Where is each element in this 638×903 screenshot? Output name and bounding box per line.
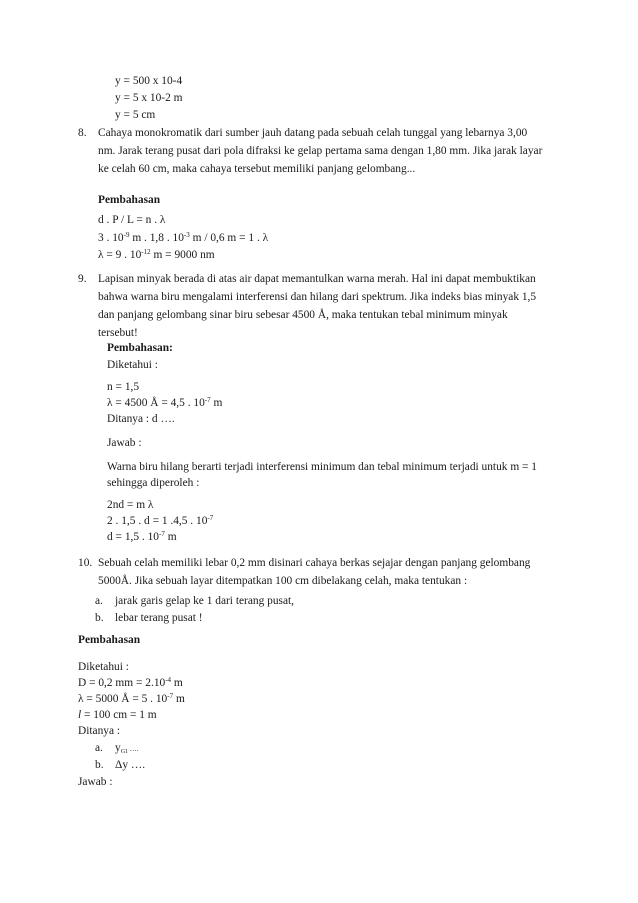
q10-solution-title: Pembahasan — [78, 634, 141, 646]
q10-l-value — [78, 708, 157, 723]
q10-line-2: 5000Å. Jika sebuah layar ditempatkan 100 cm dibelakang celah, maka tentukan : — [98, 575, 468, 587]
top-line-3: y = 5 cm — [115, 109, 156, 121]
q10-number: 10. — [78, 557, 93, 569]
q8-line-1: Cahaya monokromatik dari sumber jauh datang pada sebuah celah tunggal yang lebarnya 3,00 — [98, 127, 528, 139]
q10-l-symbol: l — [78, 709, 82, 721]
q9-eq3-exp: -7 — [159, 530, 165, 538]
q9-equation-2 — [107, 514, 213, 529]
q10-l-rest: = 100 cm = 1 m — [81, 709, 157, 721]
q8-solution-line-1: d . P / L = n . λ — [98, 214, 166, 226]
q8-sol3-part-a: λ = 9 . 10 — [98, 249, 142, 261]
q9-line-3: dan panjang gelombang sinar biru sebesar 4500 Å, maka tentukan tebal minimum minyak — [98, 309, 508, 321]
q9-solution-title: Pembahasan: — [107, 342, 173, 354]
q10-answer-label: Jawab : — [78, 776, 113, 788]
q9-answer-line-2: sehingga diperoleh : — [107, 477, 200, 489]
q9-answer-label: Jawab : — [107, 437, 142, 449]
q10-lambda-value — [78, 692, 185, 707]
q10-D-part-c: m — [171, 677, 183, 689]
q10-item-a-text: jarak garis gelap ke 1 dari terang pusat, — [115, 595, 295, 607]
q9-line-1: Lapisan minyak berada di atas air dapat memantulkan warna merah. Hal ini dapat membuktikan — [98, 273, 536, 285]
q9-equation-3 — [107, 530, 177, 545]
q10-yg1-dots: …. — [128, 745, 139, 753]
q9-equation-1: 2nd = m λ — [107, 499, 154, 511]
q10-asked-b-text: Δy …. — [115, 759, 146, 771]
q10-asked-b-label: b. — [95, 759, 104, 771]
q8-sol2-exp-2: -3 — [183, 231, 190, 239]
q10-line-1: Sebuah celah memiliki lebar 0,2 mm disinari cahaya berkas sejajar dengan panjang gelombang — [98, 557, 531, 569]
q9-known-label: Diketahui : — [107, 359, 158, 371]
q8-solution-title: Pembahasan — [98, 194, 161, 206]
q9-lambda-part-c: m — [210, 397, 223, 409]
q10-D-part-a: D = 0,2 mm = 2.10 — [78, 677, 166, 689]
q9-eq3-part-a: d = 1,5 . 10 — [107, 531, 159, 543]
q9-line-2: bahwa warna biru mengalami interferensi dan hilang dari spektrum. Jika indeks bias minyak 1,5 — [98, 291, 537, 303]
top-line-2: y = 5 x 10-2 m — [115, 92, 183, 104]
q10-D-value — [78, 676, 183, 691]
q10-known-label: Diketahui : — [78, 661, 129, 673]
q10-asked-label: Ditanya : — [78, 725, 121, 737]
q10-yg1-y: y — [115, 742, 121, 754]
q8-sol2-part-e: m / 0,6 m = 1 . λ — [189, 232, 269, 244]
q9-lambda-part-a: λ = 4500 Å = 4,5 . 10 — [107, 397, 205, 409]
q9-answer-line-1: Warna biru hilang berarti terjadi interferensi minimum dan tebal minimum terjadi untuk m = 1 — [107, 461, 538, 473]
q9-number: 9. — [78, 273, 87, 285]
top-line-1: y = 500 x 10-4 — [115, 75, 183, 87]
q8-sol2-part-a: 3 . 10 — [98, 232, 124, 244]
q9-lambda-exp: -7 — [204, 396, 211, 404]
q10-lambda-part-c: m — [173, 693, 185, 705]
q8-sol3-part-c: m = 9000 nm — [150, 249, 215, 261]
q9-n-value: n = 1,5 — [107, 381, 140, 393]
q10-item-b-label: b. — [95, 612, 104, 624]
q8-line-2: nm. Jarak terang pusat dari pola difraksi ke gelap pertama sama dengan 1,80 mm. Jika jarak layar — [98, 145, 543, 157]
q10-item-b-text: lebar terang pusat ! — [115, 612, 203, 624]
q10-yg1-sub: G1 — [120, 749, 129, 755]
q9-line-4: tersebut! — [98, 327, 138, 339]
q10-lambda-part-a: λ = 5000 Å = 5 . 10 — [78, 693, 168, 705]
q9-eq2-exp: -7 — [207, 514, 214, 522]
q10-asked-a-label: a. — [95, 742, 103, 754]
q9-asked: Ditanya : d …. — [107, 413, 175, 425]
q10-item-a-label: a. — [95, 595, 103, 607]
q9-eq3-part-c: m — [164, 531, 177, 543]
q8-number: 8. — [78, 127, 87, 139]
q8-sol2-exp-1: -9 — [123, 231, 130, 239]
q9-eq2-part-a: 2 . 1,5 . d = 1 .4,5 . 10 — [107, 515, 208, 527]
q8-sol2-part-c: m . 1,8 . 10 — [129, 232, 184, 244]
q10-asked-a-text — [115, 741, 139, 756]
q8-line-3: ke celah 60 cm, maka cahaya tersebut memiliki panjang gelombang... — [98, 163, 416, 175]
q8-solution-line-3 — [98, 248, 215, 263]
q10-lambda-exp: -7 — [167, 692, 174, 700]
q10-D-exp: -4 — [165, 676, 172, 684]
q8-sol3-exp: -12 — [141, 248, 151, 256]
q8-solution-line-2 — [98, 231, 268, 246]
q9-lambda-value — [107, 396, 222, 411]
